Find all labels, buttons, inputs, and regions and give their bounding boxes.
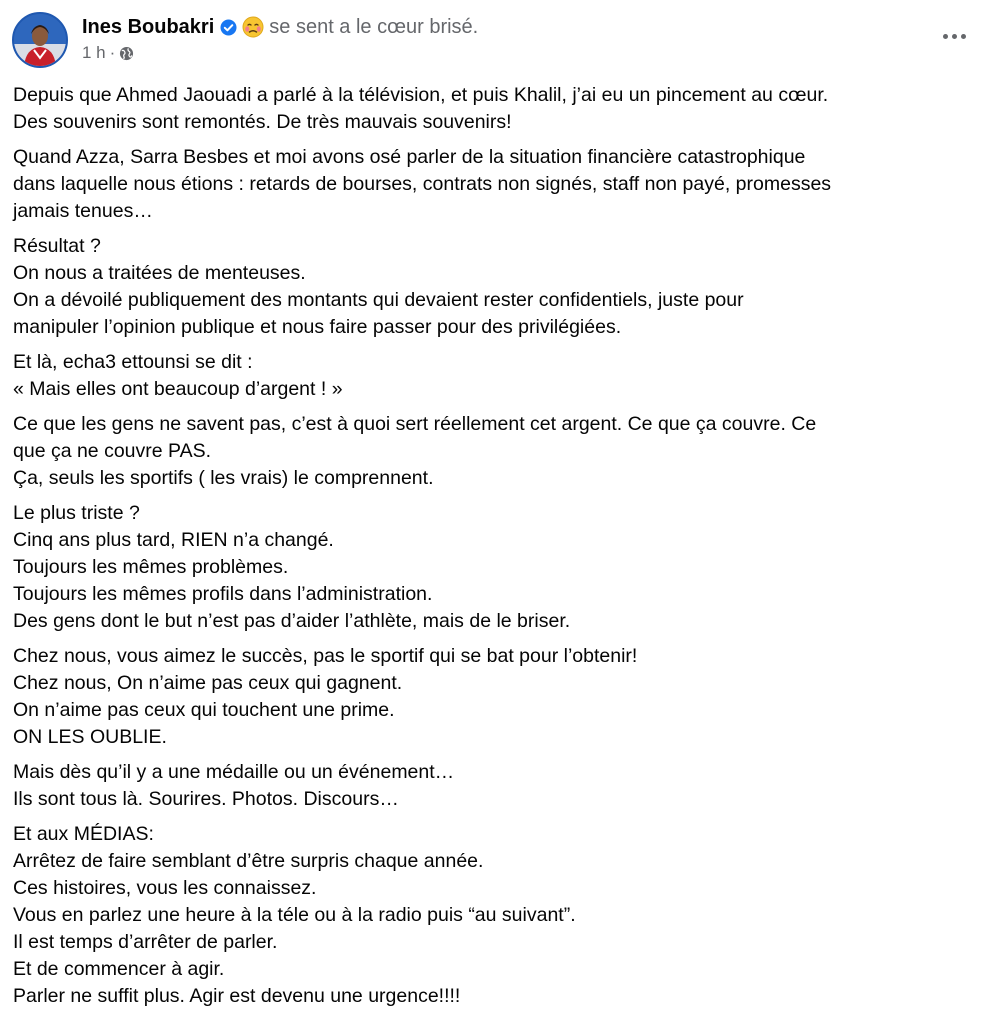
- post-text-line: On n’aime pas ceux qui touchent une prime.: [13, 699, 395, 721]
- meta-separator: ·: [109, 43, 116, 62]
- post-paragraph: [13, 82, 981, 136]
- author-line: [82, 13, 478, 41]
- post-text-line: « Mais elles ont beaucoup d’argent ! »: [13, 378, 343, 400]
- post-text-line: Quand Azza, Sarra Besbes et moi avons osé parler de la situation financière catastrophique: [13, 146, 806, 168]
- post-text-line: jamais tenues…: [13, 200, 153, 222]
- post-text-line: Ces histoires, vous les connaissez.: [13, 877, 317, 899]
- post-text-line: Parler ne suffit plus. Agir est devenu une urgence!!!!: [13, 985, 461, 1007]
- post-text-line: que ça ne couvre PAS.: [13, 440, 212, 462]
- post-text-line: Toujours les mêmes profils dans l’administration.: [13, 583, 433, 605]
- post-text-line: Mais dès qu’il y a une médaille ou un événement…: [13, 761, 455, 783]
- post-text-line: Et là, echa3 ettounsi se dit :: [13, 351, 253, 373]
- post-text-line: Arrêtez de faire semblant d’être surpris chaque année.: [13, 850, 484, 872]
- post-text-line: Toujours les mêmes problèmes.: [13, 556, 289, 578]
- post-paragraph: [13, 411, 981, 492]
- sad-face-emoji-icon: [242, 16, 264, 38]
- post-text-line: Cinq ans plus tard, RIEN n’a changé.: [13, 529, 334, 551]
- post-paragraph: [13, 759, 981, 813]
- author-avatar[interactable]: [12, 12, 68, 68]
- post-text-line: Ce que les gens ne savent pas, c’est à quoi sert réellement cet argent. Ce que ça couvre. Ce: [13, 413, 817, 435]
- globe-icon[interactable]: [119, 46, 134, 61]
- more-options-icon: [943, 34, 966, 39]
- post-text-line: dans laquelle nous étions : retards de bourses, contrats non signés, staff non payé, promesses: [13, 173, 832, 195]
- post-text-line: Chez nous, On n’aime pas ceux qui gagnent.: [13, 672, 403, 694]
- post-paragraph: [13, 144, 981, 225]
- post-text-line: Depuis que Ahmed Jaouadi a parlé à la télévision, et puis Khalil, j’ai eu un pincement au cœur.: [13, 84, 829, 106]
- post-header: [12, 10, 982, 66]
- post-paragraph: [13, 233, 981, 341]
- post-text-line: On a dévoilé publiquement des montants qui devaient rester confidentiels, juste pour: [13, 289, 744, 311]
- post-paragraph: [13, 349, 981, 403]
- post-text-line: Chez nous, vous aimez le succès, pas le sportif qui se bat pour l’obtenir!: [13, 645, 638, 667]
- author-name[interactable]: Ines Boubakri: [82, 15, 215, 38]
- feeling-status-text: se sent a le cœur brisé.: [269, 15, 479, 38]
- post-text-line: Ça, seuls les sportifs ( les vrais) le comprennent.: [13, 467, 434, 489]
- post-paragraph: [13, 821, 981, 1010]
- post-text-line: Vous en parlez une heure à la téle ou à la radio puis “au suivant”.: [13, 904, 576, 926]
- more-options-button[interactable]: [936, 18, 972, 54]
- post-timestamp[interactable]: 1 h: [82, 43, 106, 62]
- post-text-line: Des gens dont le but n’est pas d’aider l’athlète, mais de le briser.: [13, 610, 571, 632]
- post-text-line: Le plus triste ?: [13, 502, 140, 524]
- post-paragraph: [13, 500, 981, 635]
- post-meta: [82, 42, 134, 64]
- post-text-line: ON LES OUBLIE.: [13, 726, 167, 748]
- post-text-line: Résultat ?: [13, 235, 101, 257]
- post-text-line: Et de commencer à agir.: [13, 958, 225, 980]
- verified-badge-icon: [220, 19, 237, 36]
- post-text-line: Et aux MÉDIAS:: [13, 823, 154, 845]
- post-text-line: On nous a traitées de menteuses.: [13, 262, 306, 284]
- post-text-line: Ils sont tous là. Sourires. Photos. Discours…: [13, 788, 399, 810]
- post-text-line: Des souvenirs sont remontés. De très mauvais souvenirs!: [13, 111, 512, 133]
- post-text-line: manipuler l’opinion publique et nous faire passer pour des privilégiées.: [13, 316, 622, 338]
- post-paragraph: [13, 643, 981, 751]
- post-text-line: Il est temps d’arrêter de parler.: [13, 931, 278, 953]
- post-body: [13, 82, 981, 1018]
